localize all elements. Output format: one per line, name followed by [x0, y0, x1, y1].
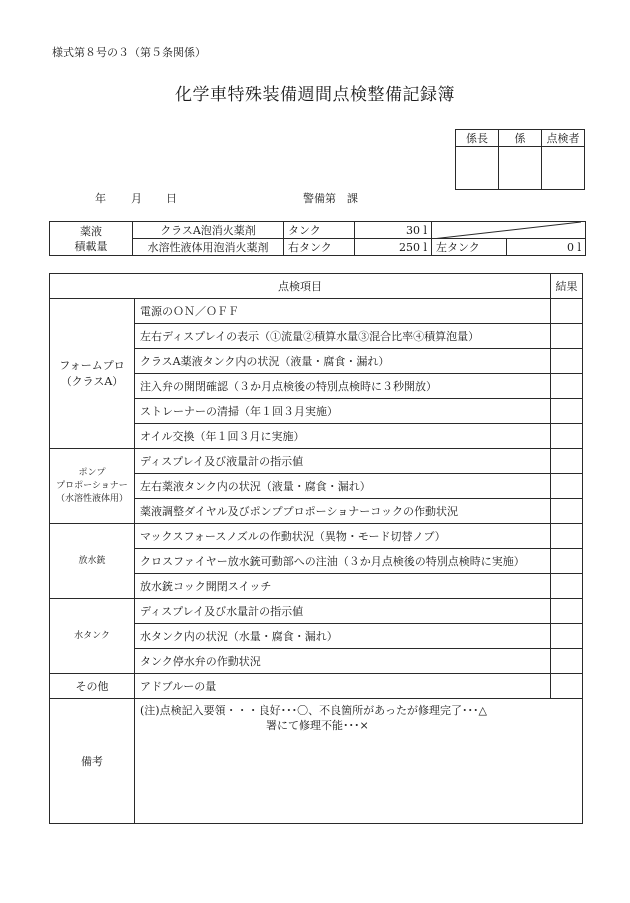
- item-dial-cock: 薬液調整ダイヤル及びポンププロポーショナーコックの作動状況: [135, 499, 551, 524]
- load-label-line2: 積載量: [74, 239, 108, 253]
- stamp-header-chief: 係長: [456, 130, 499, 147]
- header-result: 結果: [551, 274, 583, 299]
- document-title: 化学車特殊装備週間点検整備記録簿: [175, 85, 455, 105]
- category-pump-proportioner: [50, 449, 135, 524]
- item-stop-valve: タンク停水弁の作動状況: [135, 649, 551, 674]
- notes-cell[interactable]: [135, 699, 583, 824]
- item-water-tank: 水タンク内の状況（水量・腐食・漏れ）: [135, 624, 551, 649]
- item-display: 左右ディスプレイの表示（①流量②積算水量③混合比率④積算泡量）: [135, 324, 551, 349]
- date-day-label: 日: [166, 192, 177, 205]
- notes-line1: (注)点検記入要領・・・良好･･･〇、不良箇所があったが修理完了･･･△: [140, 704, 487, 717]
- date-month-label: 月: [131, 192, 142, 205]
- department-label: 警備第 課: [303, 192, 358, 205]
- result-cell[interactable]: [551, 474, 583, 499]
- stamp-header-inspector: 点検者: [542, 130, 585, 147]
- left-tank-amount[interactable]: 0 l: [507, 239, 586, 256]
- result-cell[interactable]: [551, 299, 583, 324]
- right-tank-amount[interactable]: 250 l: [355, 239, 432, 256]
- notes-line2: 署にて修理不能･･･×: [266, 719, 369, 732]
- category-foam-pro: [50, 299, 135, 449]
- category-pump-line2: プロポーショナー: [56, 480, 128, 491]
- item-strainer: ストレーナーの清掃（年１回３月実施）: [135, 399, 551, 424]
- agent-class-a: クラスA泡消火薬剤: [133, 222, 284, 239]
- result-cell[interactable]: [551, 549, 583, 574]
- load-label: [50, 222, 133, 256]
- item-crossfire: クロスファイヤー放水銃可動部への注油（３か月点検後の特別点検時に実施）: [135, 549, 551, 574]
- item-cannon-switch: 放水銃コック開閉スイッチ: [135, 574, 551, 599]
- agent-water-soluble: 水溶性液体用泡消火薬剤: [133, 239, 284, 256]
- agent-load-table: [49, 221, 586, 256]
- category-foam-pro-line1: フォームプロ: [59, 358, 125, 372]
- result-cell[interactable]: [551, 624, 583, 649]
- category-pump-line3: （水溶性液体用）: [55, 493, 128, 504]
- result-cell[interactable]: [551, 349, 583, 374]
- diagonal-empty-cell: [432, 222, 586, 239]
- item-oil-change: オイル交換（年１回３月に実施）: [135, 424, 551, 449]
- stamp-box-inspector[interactable]: [542, 147, 585, 190]
- category-foam-pro-line2: （クラスA）: [60, 374, 124, 388]
- item-water-gauge: ディスプレイ及び水量計の指示値: [135, 599, 551, 624]
- result-cell[interactable]: [551, 599, 583, 624]
- header-inspection-item: 点検項目: [50, 274, 551, 299]
- category-other: その他: [50, 674, 135, 699]
- form-number: 様式第８号の３（第５条関係）: [52, 46, 206, 59]
- item-injection-valve: 注入弁の開閉確認（３か月点検後の特別点検時に３秒開放）: [135, 374, 551, 399]
- result-cell[interactable]: [551, 499, 583, 524]
- tank-amount[interactable]: 30 l: [355, 222, 432, 239]
- load-label-line1: 薬液: [80, 224, 102, 238]
- right-tank-label: 右タンク: [284, 239, 355, 256]
- tank-label: タンク: [284, 222, 355, 239]
- category-water-tank: 水タンク: [50, 599, 135, 674]
- stamp-header-staff: 係: [499, 130, 542, 147]
- diagonal-line: [432, 222, 581, 239]
- stamp-box-chief[interactable]: [456, 147, 499, 190]
- result-cell[interactable]: [551, 674, 583, 699]
- item-display-gauge: ディスプレイ及び液量計の指示値: [135, 449, 551, 474]
- item-power: 電源のＯＮ／ＯＦＦ: [135, 299, 551, 324]
- left-tank-label: 左タンク: [432, 239, 507, 256]
- result-cell[interactable]: [551, 649, 583, 674]
- date-year-label: 年: [95, 192, 106, 205]
- item-class-a-tank: クラスA薬液タンク内の状況（液量・腐食・漏れ）: [135, 349, 551, 374]
- result-cell[interactable]: [551, 424, 583, 449]
- result-cell[interactable]: [551, 374, 583, 399]
- notes-label: 備考: [50, 699, 135, 824]
- item-lr-tank: 左右薬液タンク内の状況（液量・腐食・漏れ）: [135, 474, 551, 499]
- item-max-force: マックスフォースノズルの作動状況（異物・モード切替ノブ）: [135, 524, 551, 549]
- result-cell[interactable]: [551, 449, 583, 474]
- stamp-box-staff[interactable]: [499, 147, 542, 190]
- category-water-cannon: 放水銃: [50, 524, 135, 599]
- inspection-table: [49, 273, 583, 824]
- result-cell[interactable]: [551, 324, 583, 349]
- result-cell[interactable]: [551, 524, 583, 549]
- category-pump-line1: ポンプ: [78, 467, 106, 478]
- result-cell[interactable]: [551, 574, 583, 599]
- item-adblue: アドブルーの量: [135, 674, 551, 699]
- result-cell[interactable]: [551, 399, 583, 424]
- approval-stamp-table: [455, 129, 585, 190]
